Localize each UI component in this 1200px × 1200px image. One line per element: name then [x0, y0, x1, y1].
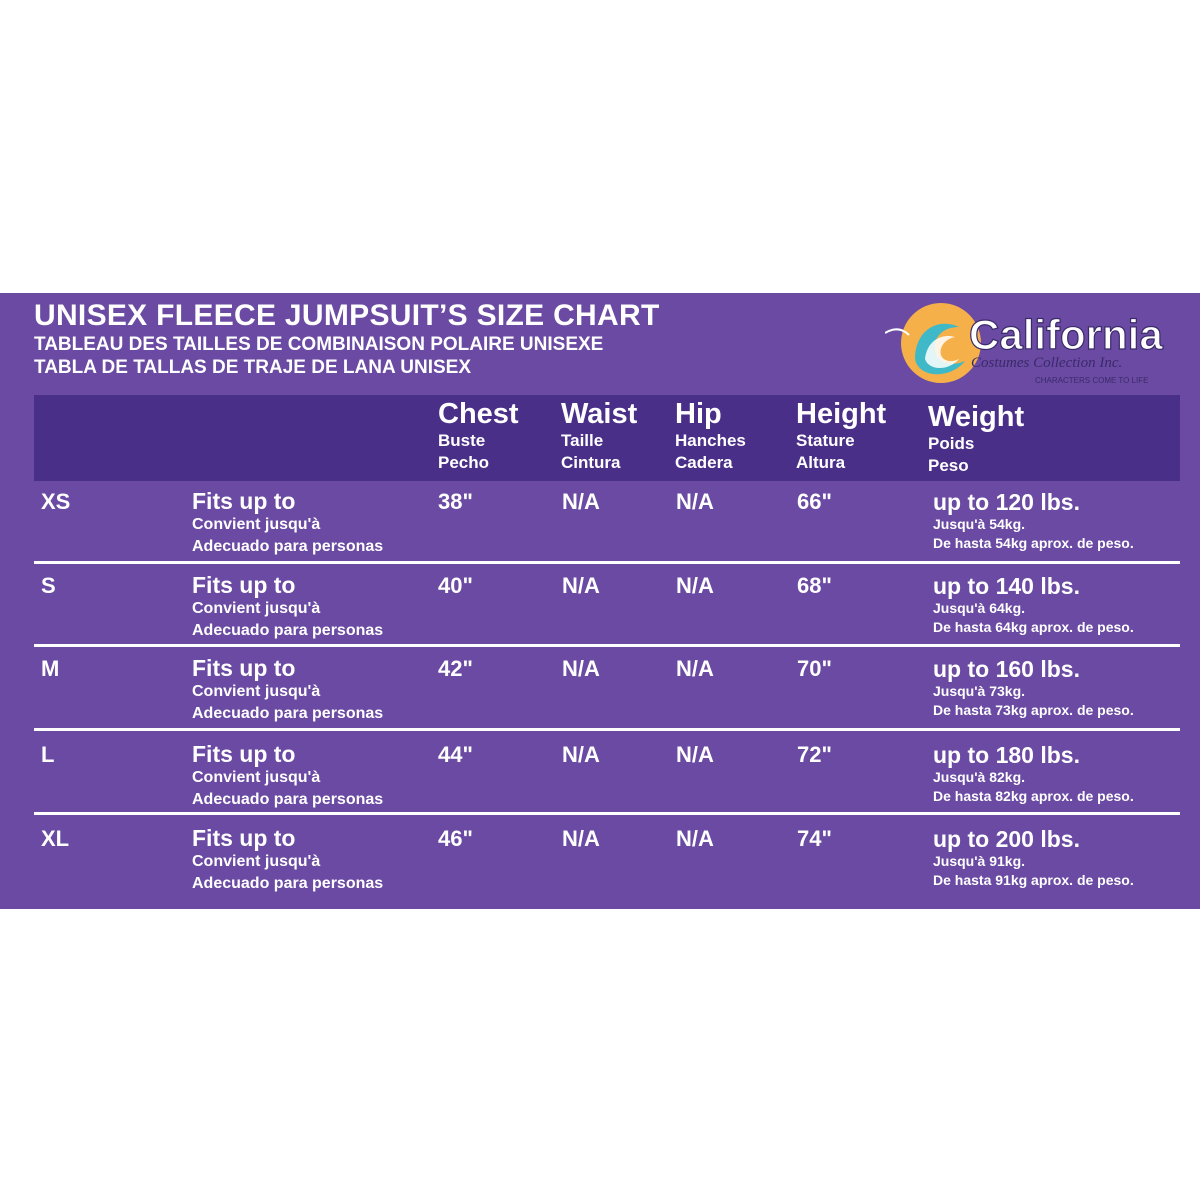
waist-value: N/A — [562, 656, 600, 681]
height-value: 70" — [797, 656, 832, 681]
hip-value: N/A — [676, 742, 714, 767]
height-value: 74" — [797, 826, 832, 851]
waist-value: N/A — [562, 826, 600, 851]
table-row-xs — [34, 489, 1180, 571]
logo-tagline-text: CHARACTERS COME TO LIFE — [1035, 376, 1149, 385]
height-value: 66" — [797, 489, 832, 514]
size-label: L — [41, 742, 55, 767]
california-costumes-logo — [885, 303, 1185, 389]
header-waist: Waist Taille Cintura — [561, 398, 638, 472]
size-label: XS — [41, 489, 71, 514]
weight-cell: up to 140 lbs. Jusqu'à 64kg. De hasta 64kg aprox. de peso. — [933, 573, 1134, 635]
logo-brand-text: California — [969, 311, 1163, 358]
row-divider — [34, 561, 1180, 564]
logo-script-text: Costumes Collection Inc. — [971, 355, 1123, 371]
weight-cell: up to 180 lbs. Jusqu'à 82kg. De hasta 82kg aprox. de peso. — [933, 742, 1134, 804]
table-header-row — [34, 395, 1180, 481]
row-divider — [34, 812, 1180, 815]
waist-value: N/A — [562, 742, 600, 767]
weight-cell: up to 200 lbs. Jusqu'à 91kg. De hasta 91kg aprox. de peso. — [933, 826, 1134, 888]
size-label: XL — [41, 826, 70, 851]
chart-title-french: TABLEAU DES TAILLES DE COMBINAISON POLAIRE UNISEXE — [34, 334, 604, 355]
fits-cell: Fits up to Convient jusqu'à Adecuado para personas — [192, 572, 384, 639]
height-value: 68" — [797, 573, 832, 598]
chest-value: 44" — [438, 742, 473, 767]
row-divider — [34, 644, 1180, 647]
weight-cell: up to 120 lbs. Jusqu'à 54kg. De hasta 54kg aprox. de peso. — [933, 489, 1134, 551]
size-label: S — [41, 573, 56, 598]
table-row-s — [34, 573, 1180, 655]
header-height: Height Stature Altura — [796, 398, 887, 472]
size-chart-panel — [0, 293, 1200, 909]
chart-titles — [34, 299, 874, 379]
fits-cell: Fits up to Convient jusqu'à Adecuado para personas — [192, 488, 384, 555]
size-label: M — [41, 656, 60, 681]
hip-value: N/A — [676, 573, 714, 598]
fits-cell: Fits up to Convient jusqu'à Adecuado para personas — [192, 741, 384, 808]
chart-title: UNISEX FLEECE JUMPSUIT’S SIZE CHART — [34, 299, 660, 332]
chest-value: 46" — [438, 826, 473, 851]
chart-title-spanish: TABLA DE TALLAS DE TRAJE DE LANA UNISEX — [34, 357, 472, 378]
hip-value: N/A — [676, 826, 714, 851]
chest-value: 38" — [438, 489, 473, 514]
waist-value: N/A — [562, 573, 600, 598]
waist-value: N/A — [562, 489, 600, 514]
table-row-m — [34, 656, 1180, 738]
height-value: 72" — [797, 742, 832, 767]
hip-value: N/A — [676, 656, 714, 681]
header-chest: Chest Buste Pecho — [438, 398, 519, 472]
hip-value: N/A — [676, 489, 714, 514]
header-weight: Weight Poids Peso — [928, 401, 1025, 475]
header-hip: Hip Hanches Cadera — [675, 398, 746, 472]
row-divider — [34, 728, 1180, 731]
weight-cell: up to 160 lbs. Jusqu'à 73kg. De hasta 73kg aprox. de peso. — [933, 656, 1134, 718]
table-row-xl — [34, 826, 1180, 908]
fits-cell: Fits up to Convient jusqu'à Adecuado para personas — [192, 655, 384, 722]
fits-cell: Fits up to Convient jusqu'à Adecuado para personas — [192, 825, 384, 892]
chest-value: 42" — [438, 656, 473, 681]
chest-value: 40" — [438, 573, 473, 598]
